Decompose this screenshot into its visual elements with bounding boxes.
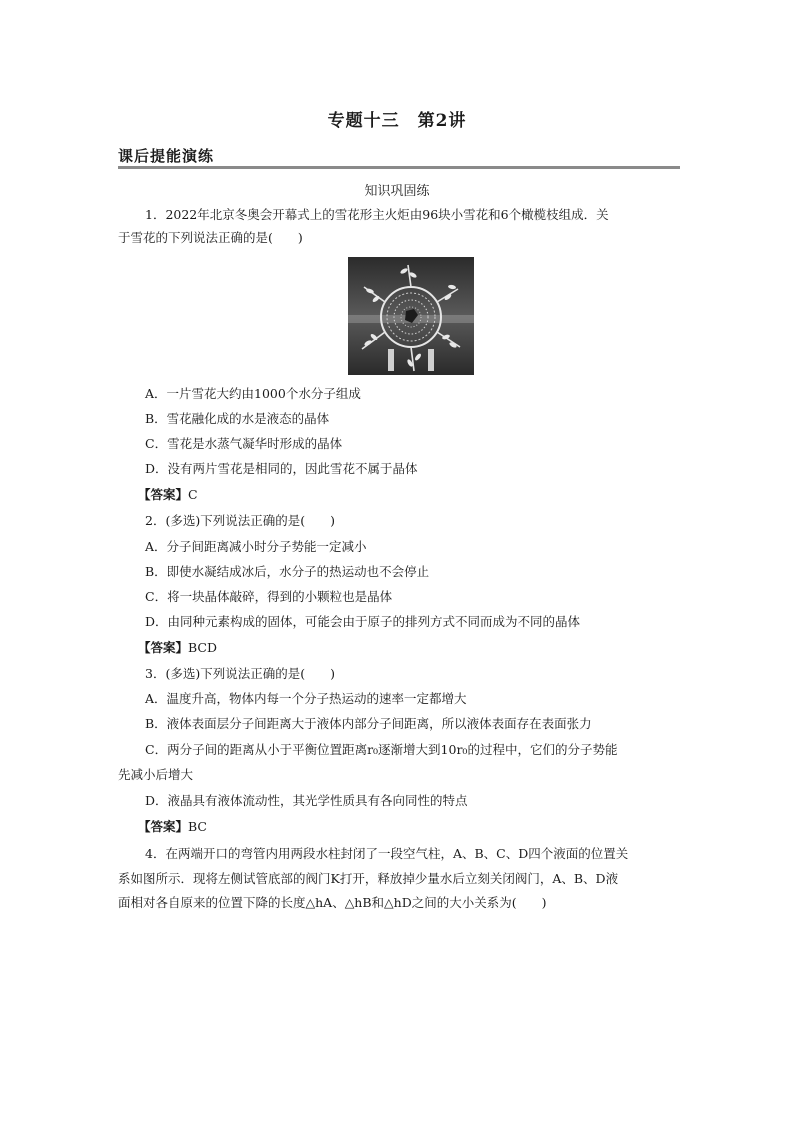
q1-option-c: C．雪花是水蒸气凝华时形成的晶体 bbox=[145, 436, 343, 451]
section-divider bbox=[118, 166, 680, 169]
q1-answer-value: C bbox=[188, 487, 198, 502]
q4-line2: 系如图所示．现将左侧试管底部的阀门K打开，释放掉少量水后立刻关闭阀门，A、B、D液 bbox=[118, 871, 619, 886]
q4-line1: 4．在两端开口的弯管内用两段水柱封闭了一段空气柱，A、B、C、D四个液面的位置关 bbox=[145, 846, 629, 861]
snowflake-torch-illustration bbox=[348, 257, 474, 375]
q4-line3: 面相对各自原来的位置下降的长度△hA、△hB和△hD之间的大小关系为( ) bbox=[118, 895, 547, 910]
subsection-heading: 知识巩固练 bbox=[364, 184, 430, 199]
q3-option-c-line2: 先减小后增大 bbox=[118, 767, 194, 782]
q3-option-d: D．液晶具有液体流动性，其光学性质具有各向同性的特点 bbox=[145, 793, 468, 808]
q2-option-c: C．将一块晶体敲碎，得到的小颗粒也是晶体 bbox=[145, 589, 393, 604]
q1-option-a: A．一片雪花大约由1000个水分子组成 bbox=[145, 386, 361, 401]
q2-answer-value: BCD bbox=[188, 640, 218, 655]
q1-option-b: B．雪花融化成的水是液态的晶体 bbox=[145, 411, 330, 426]
q1-stem-line2: 于雪花的下列说法正确的是( ) bbox=[118, 230, 303, 245]
q1-answer bbox=[118, 486, 700, 504]
q3-option-c-line1: C．两分子间的距离从小于平衡位置距离r₀逐渐增大到10r₀的过程中，它们的分子势能 bbox=[145, 742, 618, 757]
q3-option-a: A．温度升高，物体内每一个分子热运动的速率一定都增大 bbox=[145, 691, 467, 706]
q2-answer bbox=[118, 639, 700, 657]
page-title: 专题十三 第2讲 bbox=[327, 111, 467, 131]
q2-option-a: A．分子间距离减小时分子势能一定减小 bbox=[145, 539, 367, 554]
q2-option-b: B．即使水凝结成冰后，水分子的热运动也不会停止 bbox=[145, 564, 430, 579]
q1-option-d: D．没有两片雪花是相同的，因此雪花不属于晶体 bbox=[145, 461, 418, 476]
snowflake-torch-photo bbox=[348, 257, 474, 375]
q3-answer-value: BC bbox=[188, 819, 207, 834]
q1-answer-label: 【答案】 bbox=[138, 487, 189, 502]
q3-stem: 3．(多选)下列说法正确的是( ) bbox=[145, 666, 335, 681]
q2-answer-label: 【答案】 bbox=[138, 640, 189, 655]
q2-option-d: D．由同种元素构成的固体，可能会由于原子的排列方式不同而成为不同的晶体 bbox=[145, 614, 581, 629]
q3-answer-label: 【答案】 bbox=[138, 819, 189, 834]
q2-stem: 2．(多选)下列说法正确的是( ) bbox=[145, 513, 335, 528]
q1-stem-line1: 1．2022年北京冬奥会开幕式上的雪花形主火炬由96块小雪花和6个橄榄枝组成．关 bbox=[145, 207, 609, 222]
section-heading: 课后提能演练 bbox=[118, 147, 215, 165]
q3-option-b: B．液体表面层分子间距离大于液体内部分子间距离，所以液体表面存在表面张力 bbox=[145, 716, 592, 731]
q3-answer bbox=[118, 818, 700, 836]
